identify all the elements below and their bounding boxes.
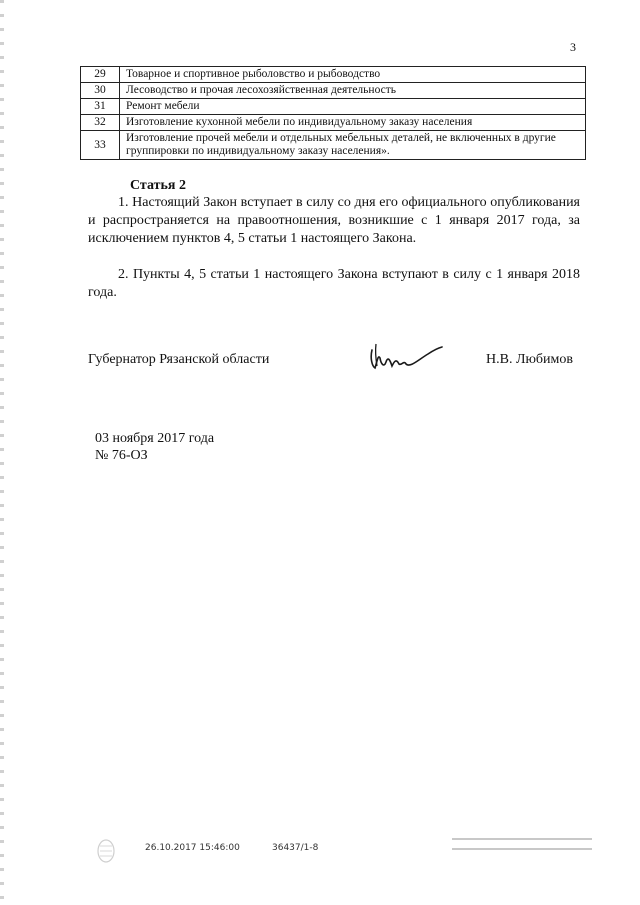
signatory-title: Губернатор Рязанской области xyxy=(88,352,270,367)
footer-doc-id: 36437/1-8 xyxy=(272,843,319,853)
article-paragraph-2: 2. Пункты 4, 5 статьи 1 настоящего Закона вступают в силу с 1 января 2018 года. xyxy=(88,267,580,300)
footer-timestamp: 26.10.2017 15:46:00 xyxy=(145,843,240,853)
emblem-icon xyxy=(96,838,116,864)
handwritten-signature xyxy=(366,338,446,378)
table-row xyxy=(81,131,586,160)
row-text: Ремонт мебели xyxy=(120,99,586,115)
row-text: Лесоводство и прочая лесохозяйственная деятельность xyxy=(120,83,586,99)
signatory-name: Н.В. Любимов xyxy=(486,352,573,367)
row-number: 30 xyxy=(81,83,120,99)
date-line: 03 ноября 2017 года xyxy=(95,431,215,446)
row-number: 33 xyxy=(81,131,120,160)
article-paragraph-1: 1. Настоящий Закон вступает в силу со дня его официального опубликования и распространяется на правоотношения, возникшие с 1 января 2017 года, за исключением пунктов 4, 5 статьи 1 настоящего Закона. xyxy=(88,195,580,246)
row-text: Изготовление прочей мебели и отдельных мебельных деталей, не включенных в другие группировки по индивидуальному заказу населения». xyxy=(120,131,586,160)
page-number: 3 xyxy=(570,40,576,54)
act-number: № 76-ОЗ xyxy=(95,448,148,463)
act-date xyxy=(95,430,214,464)
table-row xyxy=(81,115,586,131)
table-row xyxy=(81,67,586,83)
activity-table xyxy=(80,66,586,160)
row-number: 29 xyxy=(81,67,120,83)
row-text: Товарное и спортивное рыболовство и рыбоводство xyxy=(120,67,586,83)
table-row xyxy=(81,99,586,115)
scan-edge xyxy=(0,0,4,905)
faded-stamp xyxy=(452,838,592,864)
row-number: 32 xyxy=(81,115,120,131)
row-number: 31 xyxy=(81,99,120,115)
row-text: Изготовление кухонной мебели по индивидуальному заказу населения xyxy=(120,115,586,131)
table-row xyxy=(81,83,586,99)
article-heading: Статья 2 xyxy=(130,178,186,193)
